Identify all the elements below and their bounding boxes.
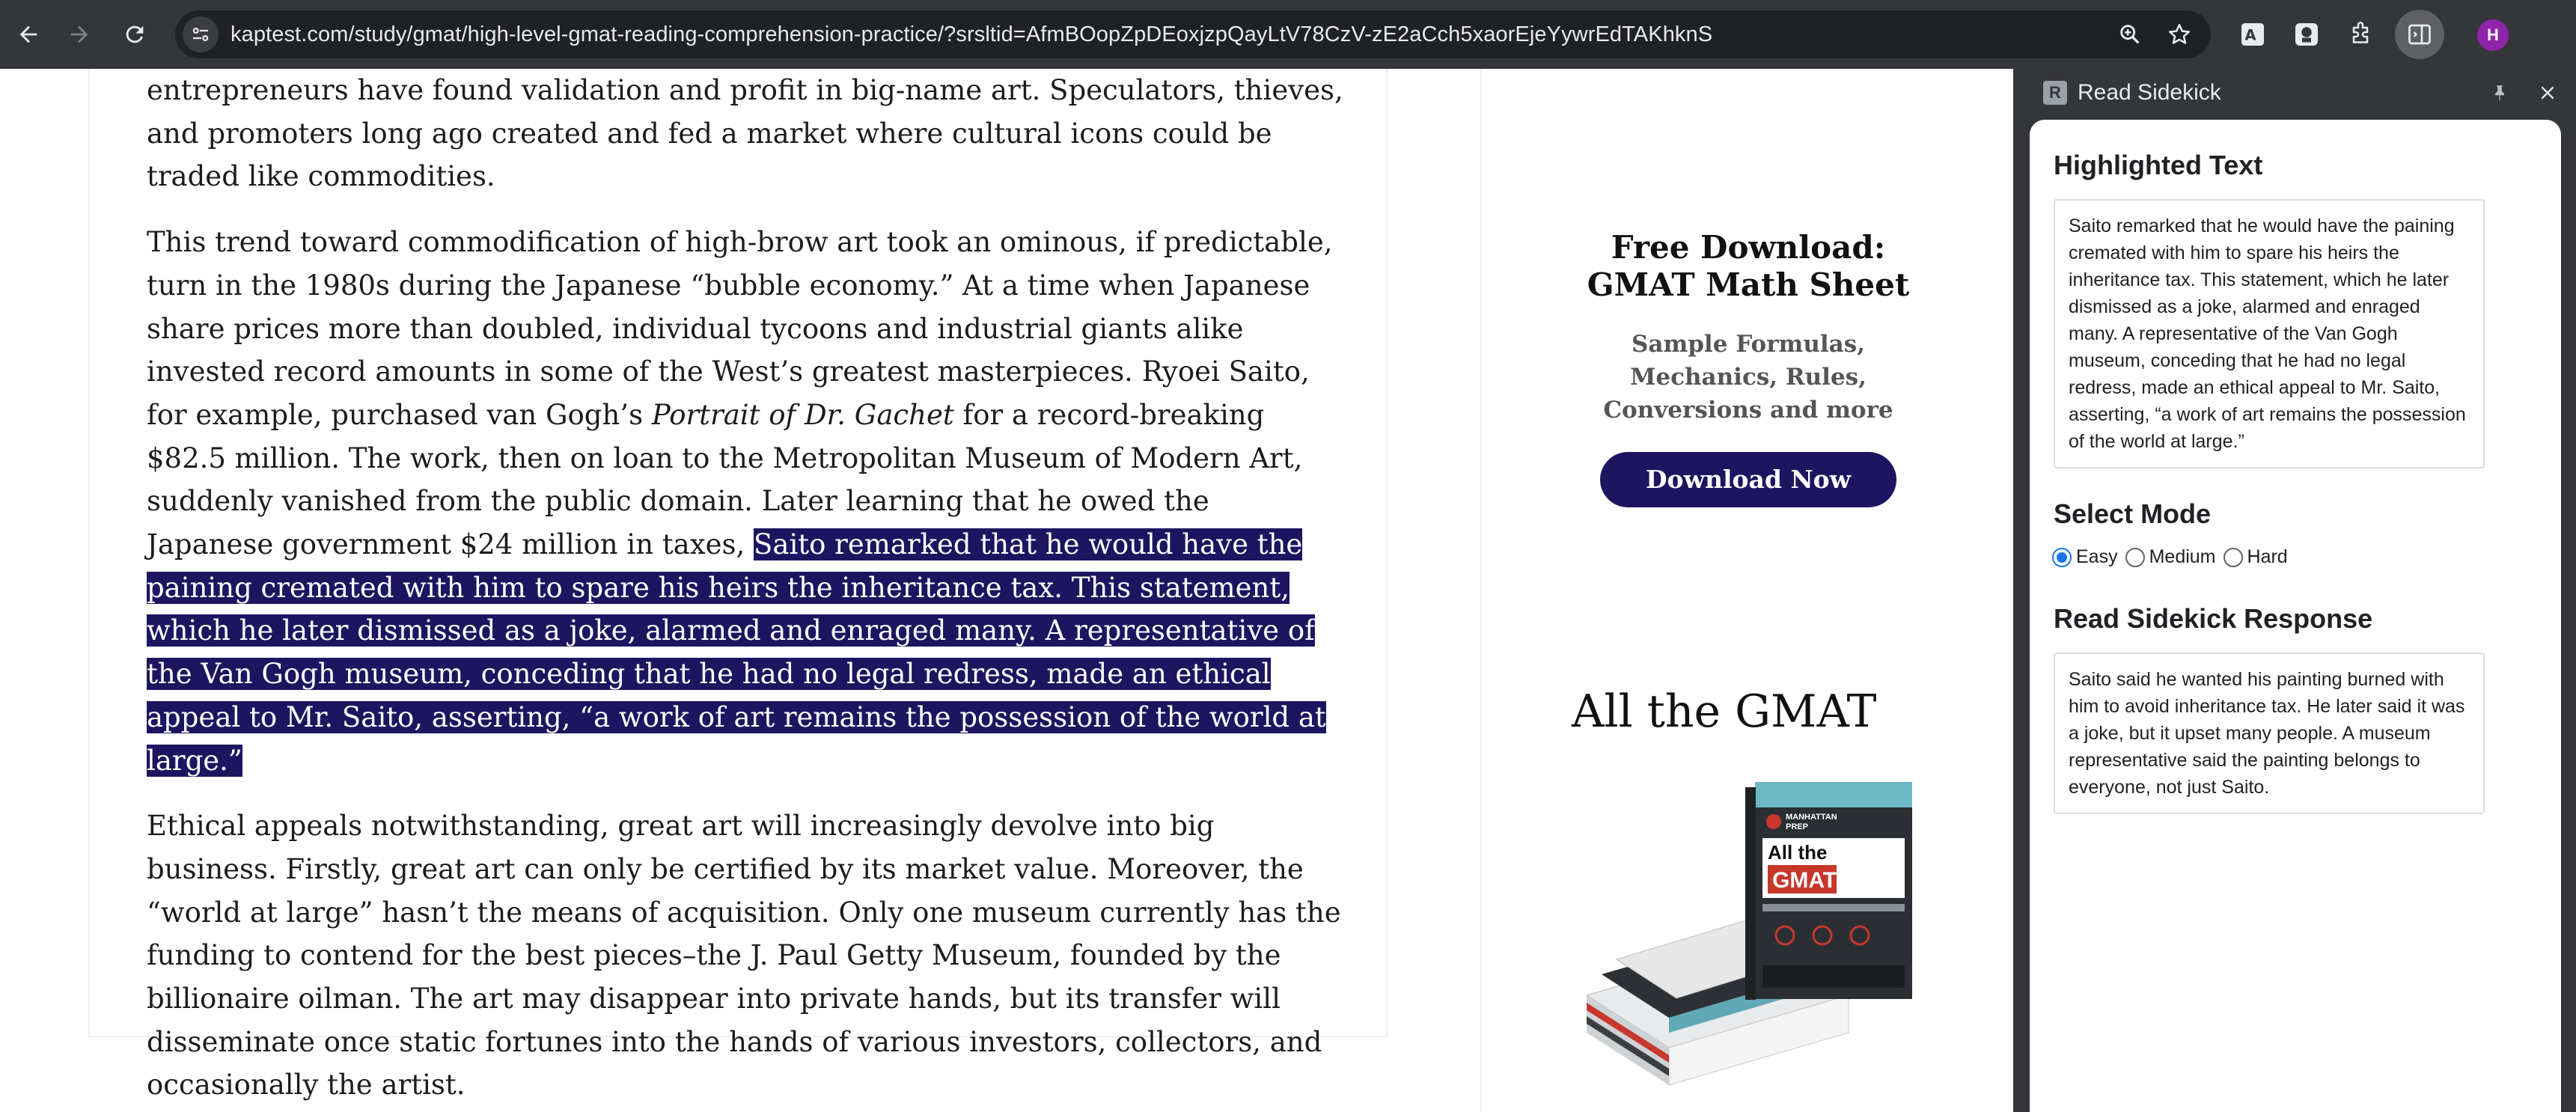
paragraph-2-text-continued: for a record-breaking $82.5 million. The work, then on loan to the Metropolitan Museum of Modern Art, suddenly vanished from the public domain. Later learning that he owed the Japanese government $24 million in taxes, [147,398,1303,561]
svg-text:GMAT: GMAT [1772,868,1837,893]
book-cover [1745,782,1912,1000]
paragraph-2-text: This trend toward commodification of high-brow art took an ominous, if predictable, turn in the 1980s during the Japanese “bubble economy.” At a time when Japanese share prices more than doubled, individual tycoons and industrial giants alike invested record amounts in some of the West’s greatest masterpieces. Ryoei Saito, for example, purchased van Gogh’s [147,226,1333,431]
highlighted-text-heading: Highlighted Text [2054,150,2263,180]
ad-title-line-1: Free Download: [1611,229,1886,266]
profile-avatar[interactable]: H [2477,19,2509,51]
select-mode-heading: Select Mode [2054,498,2212,529]
url-text[interactable]: kaptest.com/study/gmat/high-level-gmat-reading-comprehension-practice/?srsltid=AfmBOopZpDEoxjzpQayLtV78CzV-zE2aCch5xaorEjeYywrEdTAKhknS [231,22,1713,46]
painting-title: Portrait of Dr. Gachet [651,398,954,431]
forward-icon [67,22,92,47]
side-panel-title: Read Sidekick [2078,80,2221,105]
translate-extension-button[interactable] [2235,16,2271,52]
response-heading: Read Sidekick Response [2054,603,2373,634]
puzzle-icon [2347,21,2374,48]
pin-panel-button[interactable] [2486,79,2513,106]
extension-button[interactable] [2289,16,2325,52]
svg-text:A: A [2244,26,2256,44]
article-paragraph-3: Ethical appeals notwithstanding, great art will increasingly devolve into big business. Firstly, great art can only be certified by its market value. Moreover, the “world at large” hasn’t the means of acquisition. Only one museum currently has the funding to contend for the best pieces–the J. Paul Getty Museum, founded by the billionaire oilman. The art may disappear into private hands, but its transfer will disseminate once static fortunes into the hands of various investors, collectors, and occasionally the artist. [147,810,1341,1102]
mode-label-easy: Easy [2076,546,2118,567]
article-paragraph-1: entrepreneurs have found validation and profit in big-name art. Speculators, thieves, and promoters long ago created and fed a market where cultural icons could be traded like commodities. [147,74,1343,193]
mode-radio-easy[interactable] [2052,548,2072,567]
site-info-button[interactable] [183,16,219,52]
all-the-gmat-heading: All the GMAT [1572,685,1877,738]
ad-column-divider [1480,69,1482,1112]
back-icon [16,22,41,47]
star-icon [2167,22,2192,47]
close-panel-button[interactable] [2534,79,2561,106]
svg-text:All the: All the [1768,841,1828,864]
mode-radio-medium[interactable] [2125,548,2145,567]
back-button[interactable] [10,16,46,52]
reload-icon [122,22,147,47]
browser-toolbar [0,0,2576,69]
mode-radio-hard[interactable] [2224,548,2243,567]
mode-selector [2052,546,2295,568]
ad-title [1527,229,1970,304]
read-sidekick-logo: R [2043,81,2067,105]
side-panel-button[interactable] [2395,10,2444,59]
pin-icon [2490,83,2509,103]
bookmark-star-button[interactable] [2163,18,2196,51]
zoom-button[interactable] [2113,18,2146,51]
download-now-button[interactable]: Download Now [1600,452,1896,507]
close-icon [2538,83,2557,103]
translate-extension-icon [2239,21,2266,48]
ad-subtitle: Sample Formulas, Mechanics, Rules, Conversions and more [1603,331,1893,424]
extensions-menu-button[interactable] [2342,16,2378,52]
mode-label-hard: Hard [2247,546,2288,567]
side-panel-icon [2406,21,2433,48]
svg-text:MANHATTAN: MANHATTAN [1786,813,1837,822]
ad-title-line-2: GMAT Math Sheet [1587,266,1910,303]
highlighted-text-box[interactable]: Saito remarked that he would have the paining cremated with him to spare his heirs the inheritance tax. This statement, which he later dismissed as a joke, alarmed and enraged many. A representative of the Van Gogh museum, conceding that he had no legal redress, made an ethical appeal to Mr. Saito, asserting, “a work of art remains the possession of the world at large.” [2054,199,2485,468]
article-paragraph-2 [147,221,1344,782]
gmat-book-set-image[interactable] [1572,778,1923,1093]
svg-text:PREP: PREP [1786,822,1808,831]
highlighted-selection[interactable]: Saito remarked that he would have the paining cremated with him to spare his heirs the inheritance tax. This statement, which he later dismissed as a joke, alarmed and enraged many. A representative of the Van Gogh museum, conceding that he had no legal redress, made an ethical appeal to Mr. Saito, asserting, “a work of art remains the possession of the world at large.” [147,528,1326,777]
response-text-box[interactable]: Saito said he wanted his painting burned with him to avoid inheritance tax. He later said it was a joke, but it upset many people. A museum representative said the painting belongs to everyone, not just Saito. [2054,653,2485,814]
extension-icon [2293,21,2320,48]
mode-label-medium: Medium [2149,546,2216,567]
site-info-icon [189,23,212,46]
reload-button[interactable] [117,16,153,52]
zoom-icon [2117,22,2143,47]
address-bar[interactable] [175,10,2211,58]
article-body [147,69,1344,1112]
forward-button[interactable] [61,16,97,52]
